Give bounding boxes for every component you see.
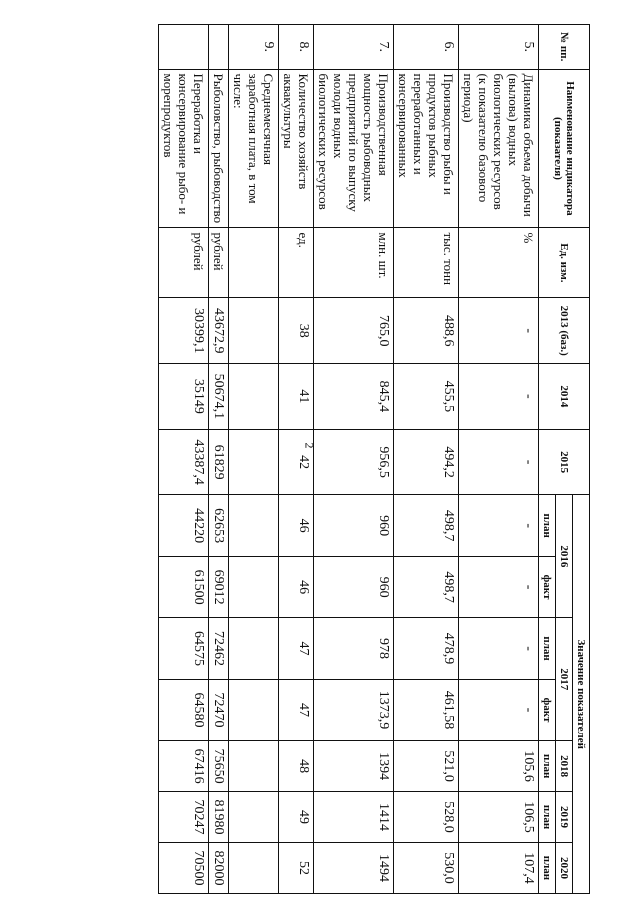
cell-2017-plan: 47 (279, 618, 314, 679)
cell-2020-plan: 82000 (209, 842, 229, 893)
cell-2016-plan: - (459, 495, 539, 556)
cell-2016-plan: 62653 (209, 495, 229, 556)
cell-2019-plan: 528,0 (394, 792, 459, 843)
cell-2017-fact: 461,58 (394, 679, 459, 740)
row-number (209, 25, 229, 70)
header-num: № пп. (539, 25, 590, 70)
cell-2017-fact: 72470 (209, 679, 229, 740)
header-2013: 2013 (баз.) (539, 298, 590, 364)
cell-2018-plan: 75650 (209, 741, 229, 792)
header-2015: 2015 (539, 429, 590, 495)
row-name: Производственная мощность рыбоводных предприятий по выпуску молоди водных биологических ресурсов (314, 69, 394, 228)
cell-2017-plan (229, 618, 279, 679)
cell-2016-plan: 498,7 (394, 495, 459, 556)
header-plan-2017: план (539, 618, 556, 679)
cell-2013: 30399,1 (159, 298, 209, 364)
header-plan-2020: план (539, 842, 556, 893)
cell-2013: 765,0 (314, 298, 394, 364)
row-name: Среднемесячная заработная плата, в том числе: (229, 69, 279, 228)
cell-2017-fact: 47 (279, 679, 314, 740)
cell-2017-plan: 978 (314, 618, 394, 679)
header-2017: 2017 (556, 618, 573, 741)
header-plan-2019: план (539, 792, 556, 843)
cell-2016-fact (229, 556, 279, 617)
cell-2019-plan: 70247 (159, 792, 209, 843)
cell-2013: - (459, 298, 539, 364)
row-name: Количество хозяйств аквакультуры (279, 69, 314, 228)
cell-2020-plan: 530,0 (394, 842, 459, 893)
cell-2015: 494,2 (394, 429, 459, 495)
cell-2014: 41 (279, 364, 314, 430)
cell-2017-fact: 64580 (159, 679, 209, 740)
cell-2018-plan: 48 (279, 741, 314, 792)
cell-2016-plan: 46 (279, 495, 314, 556)
cell-2014: - (459, 364, 539, 430)
table-row (314, 25, 394, 894)
row-number: 5. (459, 25, 539, 70)
row-unit: % (459, 228, 539, 298)
table-row (159, 25, 209, 894)
cell-2015: 42 (279, 429, 314, 495)
header-2020: 2020 (556, 842, 573, 893)
cell-2014: 455,5 (394, 364, 459, 430)
header-unit: Ед. изм. (539, 228, 590, 298)
cell-2016-fact: 960 (314, 556, 394, 617)
cell-2019-plan: 106,5 (459, 792, 539, 843)
cell-2018-plan: 105,6 (459, 741, 539, 792)
row-unit: рублей (159, 228, 209, 298)
cell-2020-plan: 52 (279, 842, 314, 893)
header-2019: 2019 (556, 792, 573, 843)
cell-2016-fact: 498,7 (394, 556, 459, 617)
cell-2019-plan (229, 792, 279, 843)
header-2014: 2014 (539, 364, 590, 430)
cell-2013: 488,6 (394, 298, 459, 364)
cell-2015: 956,5 (314, 429, 394, 495)
header-fact-2016: факт (539, 556, 556, 617)
cell-2014 (229, 364, 279, 430)
cell-2017-plan: 72462 (209, 618, 229, 679)
cell-2017-fact: - (459, 679, 539, 740)
cell-2017-plan: - (459, 618, 539, 679)
indicators-table (158, 24, 590, 894)
table-row (279, 25, 314, 894)
cell-2017-plan: 64575 (159, 618, 209, 679)
cell-2020-plan: 70500 (159, 842, 209, 893)
cell-2018-plan: 1394 (314, 741, 394, 792)
row-unit: ед. (279, 228, 314, 298)
cell-2014: 50674,1 (209, 364, 229, 430)
row-unit (229, 228, 279, 298)
cell-2015: 61829 (209, 429, 229, 495)
cell-2016-plan: 960 (314, 495, 394, 556)
row-number: 7. (314, 25, 394, 70)
header-2018: 2018 (556, 741, 573, 792)
row-number: 9. (229, 25, 279, 70)
cell-2016-plan (229, 495, 279, 556)
header-plan-2016: план (539, 495, 556, 556)
page-number: 2 (302, 442, 317, 449)
cell-2019-plan: 49 (279, 792, 314, 843)
cell-2019-plan: 1414 (314, 792, 394, 843)
cell-2017-fact: 1373,9 (314, 679, 394, 740)
table-body (159, 25, 539, 894)
cell-2015: 43387,4 (159, 429, 209, 495)
cell-2013: 38 (279, 298, 314, 364)
cell-2013 (229, 298, 279, 364)
cell-2016-plan: 44220 (159, 495, 209, 556)
cell-2017-plan: 478,9 (394, 618, 459, 679)
cell-2014: 35149 (159, 364, 209, 430)
row-name: Переработка и консервирование рыбо- и морепродуктов (159, 69, 209, 228)
cell-2020-plan (229, 842, 279, 893)
row-name: Рыболовство, рыбоводство (209, 69, 229, 228)
table-row (459, 25, 539, 894)
row-number: 6. (394, 25, 459, 70)
row-name: Производство рыбы и продуктов рыбных переработанных и консервированных (394, 69, 459, 228)
cell-2018-plan: 67416 (159, 741, 209, 792)
header-2016: 2016 (556, 495, 573, 618)
header-values-group: Значение показателей (573, 495, 590, 894)
cell-2016-fact: 69012 (209, 556, 229, 617)
cell-2013: 43672,9 (209, 298, 229, 364)
row-unit: тыс. тонн (394, 228, 459, 298)
header-name: Наименование индикатора (показателя) (539, 69, 590, 228)
cell-2020-plan: 107,4 (459, 842, 539, 893)
row-number: 8. (279, 25, 314, 70)
cell-2014: 845,4 (314, 364, 394, 430)
header-fact-2017: факт (539, 679, 556, 740)
cell-2016-fact: - (459, 556, 539, 617)
cell-2016-fact: 61500 (159, 556, 209, 617)
cell-2019-plan: 81980 (209, 792, 229, 843)
cell-2015: - (459, 429, 539, 495)
cell-2015 (229, 429, 279, 495)
table-row (394, 25, 459, 894)
cell-2020-plan: 1494 (314, 842, 394, 893)
indicators-table-wrapper (45, 24, 590, 894)
row-number (159, 25, 209, 70)
row-name: Динамика объема добычи (вылова) водных биологических ресурсов (к показателю базового периода) (459, 69, 539, 228)
cell-2018-plan (229, 741, 279, 792)
row-unit: млн. шт. (314, 228, 394, 298)
cell-2018-plan: 521,0 (394, 741, 459, 792)
cell-2016-fact: 46 (279, 556, 314, 617)
row-unit: рублей (209, 228, 229, 298)
table-row (229, 25, 279, 894)
header-plan-2018: план (539, 741, 556, 792)
cell-2017-fact (229, 679, 279, 740)
table-row (209, 25, 229, 894)
